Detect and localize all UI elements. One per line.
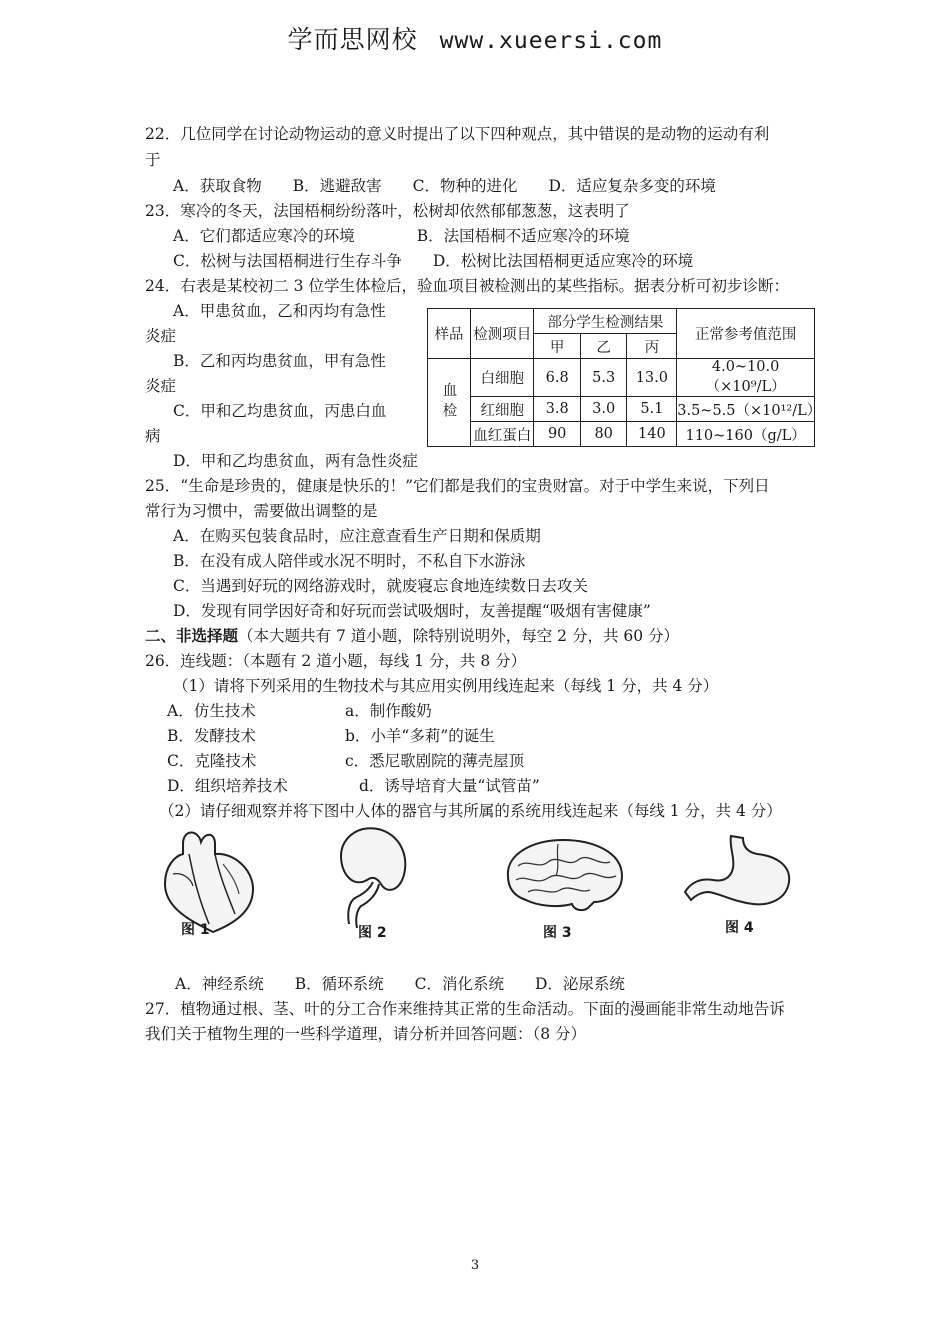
q27-stem-line2: 我们关于植物生理的一些科学道理，请分析并回答问题：（8 分） xyxy=(145,1025,587,1043)
page-number: 3 xyxy=(470,1258,480,1273)
q24-option-c-line2: 病 xyxy=(145,427,161,445)
student-col: 丙 xyxy=(627,334,677,359)
q25-option-d: D．发现有同学因好奇和好玩而尝试吸烟时，友善提醒“吸烟有害健康” xyxy=(173,602,651,620)
q25-option-a: A．在购买包装食品时，应注意查看生产日期和保质期 xyxy=(173,527,541,545)
q24-option-a-line2: 炎症 xyxy=(145,327,177,345)
q26-systems: A．神经系统 B．循环系统 C．消化系统 D．泌尿系统 xyxy=(175,975,625,993)
table-row xyxy=(428,359,815,397)
value-cell: 5.1 xyxy=(627,397,677,422)
value-cell: 13.0 xyxy=(627,359,677,397)
heart-figure xyxy=(153,824,263,934)
q24-option-b-line2: 炎症 xyxy=(145,377,177,395)
q26-tech-a: A．仿生技术 xyxy=(167,702,256,720)
blood-test-table xyxy=(427,308,822,447)
q25-option-c: C．当遇到好玩的网络游戏时，就废寝忘食地连续数日去攻关 xyxy=(173,577,588,595)
q26-part2: （2）请仔细观察并将下图中人体的器官与其所属的系统用线连起来（每线 1 分，共 4 分） xyxy=(159,802,782,820)
section-2-desc: （本大题共有 7 道小题，除特别说明外，每空 2 分，共 60 分） xyxy=(238,627,680,645)
item-header: 检测项目 xyxy=(471,309,534,359)
value-cell: 3.0 xyxy=(580,397,627,422)
q26-app-d: d．诱导培育大量“试管苗” xyxy=(359,777,540,795)
q26-app-c: c．悉尼歌剧院的薄壳屋顶 xyxy=(345,752,525,770)
brain-icon xyxy=(498,836,628,916)
brain-figure xyxy=(498,836,628,916)
kidney-figure xyxy=(333,824,423,934)
q23-stem: 23．寒冷的冬天，法国梧桐纷纷落叶，松树却依然郁郁葱葱，这表明了 xyxy=(145,202,630,220)
q26-stem: 26．连线题：（本题有 2 道小题，每线 1 分，共 8 分） xyxy=(145,652,527,670)
value-cell: 5.3 xyxy=(580,359,627,397)
q24-option-d: D．甲和乙均患贫血，两有急性炎症 xyxy=(173,452,418,470)
section-2-title: 二、非选择题 xyxy=(145,626,239,645)
reference-cell: 3.5~5.5（×10¹²/L） xyxy=(677,397,815,422)
q27-stem-line1: 27．植物通过根、茎、叶的分工合作来维持其正常的生命活动。下面的漫画能非常生动地告诉 xyxy=(145,1000,785,1018)
value-cell: 80 xyxy=(580,422,627,447)
student-col: 乙 xyxy=(580,334,627,359)
value-cell: 6.8 xyxy=(534,359,581,397)
reference-cell: 4.0~10.0（×10⁹/L） xyxy=(677,359,815,397)
value-cell: 3.8 xyxy=(534,397,581,422)
page-header xyxy=(0,20,950,56)
heart-icon xyxy=(153,824,263,934)
sample-header: 样品 xyxy=(428,309,471,359)
q24-option-a-line1: A．甲患贫血，乙和丙均有急性 xyxy=(173,302,386,320)
table-row xyxy=(428,397,815,422)
q24-option-c-line1: C．甲和乙均患贫血，丙患白血 xyxy=(173,402,387,420)
item-cell: 血红蛋白 xyxy=(471,422,534,447)
organ-figures xyxy=(153,824,813,954)
q23-options-ab: A．它们都适应寒冷的环境 B．法国梧桐不适应寒冷的环境 xyxy=(173,227,630,245)
kidney-icon xyxy=(333,824,423,934)
result-header: 部分学生检测结果 xyxy=(534,309,677,334)
q26-tech-b: B．发酵技术 xyxy=(167,727,256,745)
q22-stem-line1: 22．几位同学在讨论动物运动的意义时提出了以下四种观点，其中错误的是动物的运动有利 xyxy=(145,125,770,143)
reference-header: 正常参考值范围 xyxy=(677,309,815,359)
item-cell: 白细胞 xyxy=(471,359,534,397)
q25-stem-line2: 常行为习惯中，需要做出调整的是 xyxy=(145,502,378,520)
figure-label-2: 图 2 xyxy=(358,925,387,941)
q23-options-cd: C．松树与法国梧桐进行生存斗争 D．松树比法国梧桐更适应寒冷的环境 xyxy=(173,252,694,270)
q24-stem: 24．右表是某校初二 3 位学生体检后，验血项目被检测出的某些指标。据表分析可初步诊断： xyxy=(145,277,789,295)
q26-part1: （1）请将下列采用的生物技术与其应用实例用线连起来（每线 1 分，共 4 分） xyxy=(173,677,719,695)
figure-label-3: 图 3 xyxy=(543,925,572,941)
value-cell: 90 xyxy=(534,422,581,447)
q22-stem-line2: 于 xyxy=(145,151,161,169)
q26-tech-c: C．克隆技术 xyxy=(167,752,257,770)
q26-app-b: b．小羊“多莉”的诞生 xyxy=(345,727,495,745)
reference-cell: 110~160（g/L） xyxy=(677,422,815,447)
q26-app-a: a．制作酸奶 xyxy=(345,702,432,720)
figure-label-4: 图 4 xyxy=(725,920,754,936)
header-school: 学而思网校 xyxy=(287,25,418,54)
figure-label-1: 图 1 xyxy=(181,922,210,938)
table-row xyxy=(428,422,815,447)
stomach-icon xyxy=(681,832,801,912)
stomach-figure xyxy=(681,832,801,912)
value-cell: 140 xyxy=(627,422,677,447)
item-cell: 红细胞 xyxy=(471,397,534,422)
q25-option-b: B．在没有成人陪伴或水况不明时，不私自下水游泳 xyxy=(173,552,526,570)
table-header-row xyxy=(428,309,815,334)
student-col: 甲 xyxy=(534,334,581,359)
sample-type-cell: 血检 xyxy=(428,359,471,447)
q26-tech-d: D．组织培养技术 xyxy=(167,777,288,795)
q25-stem-line1: 25．“生命是珍贵的，健康是快乐的！”它们都是我们的宝贵财富。对于中学生来说，下列日 xyxy=(145,477,770,495)
q22-options: A．获取食物 B．逃避敌害 C．物种的进化 D．适应复杂多变的环境 xyxy=(173,177,716,195)
section-2-heading xyxy=(145,626,679,646)
header-url: www.xueersi.com xyxy=(439,28,663,54)
q24-option-b-line1: B．乙和丙均患贫血，甲有急性 xyxy=(173,352,386,370)
